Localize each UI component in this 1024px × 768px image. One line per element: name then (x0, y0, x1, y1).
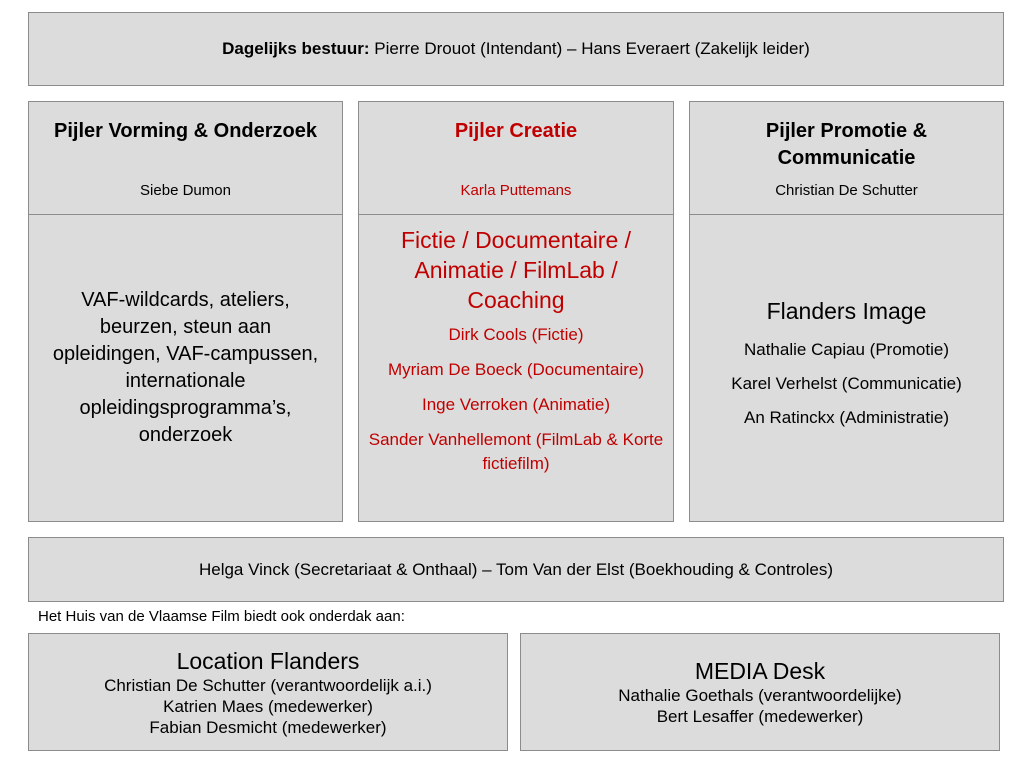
shelter-intro-text: Het Huis van de Vlaamse Film biedt ook onderdak aan: (38, 608, 405, 625)
staff-member: Inge Verroken (Animatie) (421, 395, 611, 414)
staff-member: Myriam De Boeck (Documentaire) (387, 360, 644, 379)
pillar-description: VAF-wildcards, ateliers, beurzen, steun aan opleidingen, VAF-campussen, internationale opleidingsprogramma’s, onderzoek (52, 289, 319, 446)
staff-member: An Ratinckx (Administratie) (743, 408, 949, 427)
org-title: MEDIA Desk (694, 658, 826, 684)
org-member: Christian De Schutter (verantwoordelijk a.i.) (104, 675, 432, 695)
org-member: Fabian Desmicht (medewerker) (149, 717, 387, 737)
pillar-lead: Christian De Schutter (775, 182, 918, 199)
support-staff-text: Helga Vinck (Secretariaat & Onthaal) – Tom Van der Elst (Boekhouding & Controles) (198, 559, 834, 579)
pillar-body (359, 215, 673, 521)
staff-member: Nathalie Capiau (Promotie) (743, 340, 950, 359)
pillar-body (29, 215, 342, 521)
org-location-flanders (28, 633, 508, 751)
org-member: Katrien Maes (medewerker) (163, 696, 373, 716)
daily-board-box (28, 12, 1004, 86)
org-media-desk (520, 633, 1000, 751)
pillar-title: Pijler Vorming & Onderzoek (53, 120, 318, 142)
pillar-title: Pijler Promotie & Communicatie (765, 120, 928, 169)
staff-member: Dirk Cools (Fictie) (448, 325, 584, 344)
staff-member: Sander Vanhellemont (FilmLab & Korte fictiefilm) (368, 430, 664, 473)
org-member: Bert Lesaffer (medewerker) (656, 707, 864, 726)
pillar-promotion-communication (689, 101, 1004, 522)
pillar-lead: Siebe Dumon (140, 182, 231, 199)
daily-board-label: Dagelijks bestuur: (222, 39, 370, 58)
org-title: Location Flanders (176, 647, 360, 674)
pillar-training-research (28, 101, 343, 522)
daily-board-text: Pierre Drouot (Intendant) – Hans Everaert (Zakelijk leider) (374, 39, 810, 58)
staff-member: Karel Verhelst (Communicatie) (731, 374, 962, 393)
pillar-body (690, 215, 1003, 521)
pillar-header (29, 102, 342, 215)
pillar-subtitle: Fictie / Documentaire / Animatie / FilmLab / Coaching (400, 227, 632, 313)
pillar-subtitle: Flanders Image (766, 298, 927, 324)
pillar-title: Pijler Creatie (454, 120, 578, 142)
support-staff-box (28, 537, 1004, 602)
pillar-header (359, 102, 673, 215)
pillar-creation (358, 101, 674, 522)
pillar-header (690, 102, 1003, 215)
org-member: Nathalie Goethals (verantwoordelijke) (618, 686, 902, 705)
pillar-lead: Karla Puttemans (460, 182, 572, 199)
